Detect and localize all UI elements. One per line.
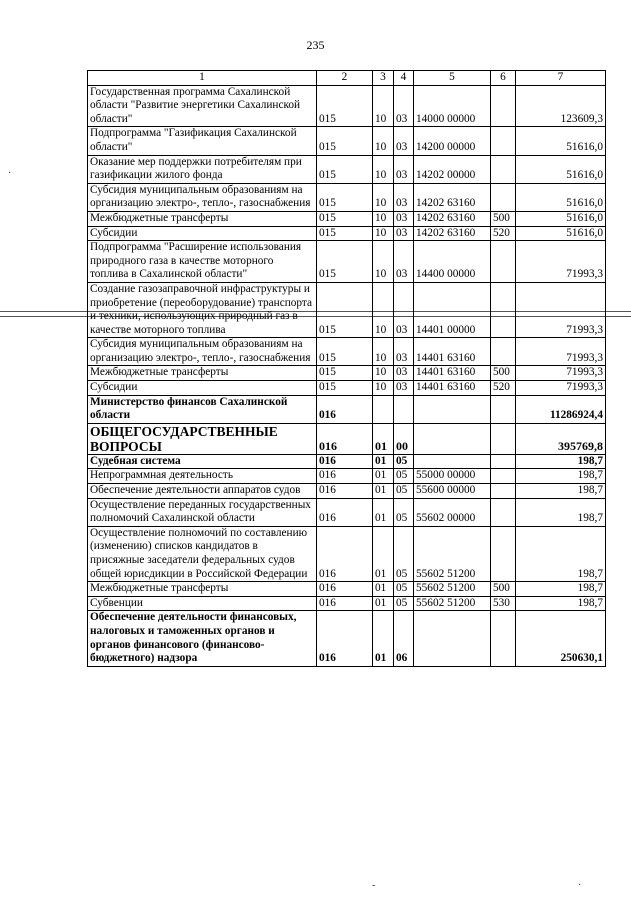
row-expense-type-cell: [491, 183, 516, 211]
row-section-cell: 10: [373, 211, 394, 226]
row-name-cell: ОБЩЕГОСУДАРСТВЕННЫЕ ВОПРОСЫ: [88, 423, 317, 454]
row-target-article-cell: 14401 63160: [414, 366, 491, 381]
row-name-cell: Обеспечение деятельности аппаратов судов: [88, 484, 317, 499]
row-target-article-cell: [414, 454, 491, 469]
row-name-cell: Министерство финансов Сахалинской области: [88, 395, 317, 423]
row-amount-cell: 198,7: [516, 582, 606, 597]
row-target-article-cell: 14400 00000: [414, 241, 491, 283]
row-subsection-cell: 03: [394, 241, 414, 283]
row-amount-cell: 198,7: [516, 526, 606, 581]
row-section-cell: 01: [373, 469, 394, 484]
table-row: [88, 611, 606, 666]
row-section-cell: 10: [373, 85, 394, 127]
scan-speck: -: [372, 880, 376, 891]
row-section-cell: 01: [373, 596, 394, 611]
row-amount-cell: 11286924,4: [516, 395, 606, 423]
row-expense-type-cell: [491, 85, 516, 127]
row-grbs-cell: 016: [317, 454, 373, 469]
table-row: [88, 454, 606, 469]
table-row: [88, 155, 606, 183]
row-section-cell: 10: [373, 226, 394, 241]
row-expense-type-cell: [491, 282, 516, 337]
row-target-article-cell: 14000 00000: [414, 85, 491, 127]
table-row: [88, 484, 606, 499]
row-expense-type-cell: [491, 484, 516, 499]
row-expense-type-cell: 520: [491, 381, 516, 396]
row-expense-type-cell: [491, 395, 516, 423]
row-grbs-cell: 015: [317, 241, 373, 283]
header-cell: 2: [317, 71, 373, 86]
row-section-cell: 10: [373, 366, 394, 381]
row-subsection-cell: 05: [394, 526, 414, 581]
row-name-cell: Судебная система: [88, 454, 317, 469]
row-target-article-cell: [414, 423, 491, 454]
scan-speck: ·: [8, 168, 12, 179]
row-section-cell: 10: [373, 155, 394, 183]
row-subsection-cell: 03: [394, 183, 414, 211]
row-name-cell: Осуществление переданных государственных полномочий Сахалинской области: [88, 498, 317, 526]
row-subsection-cell: 05: [394, 596, 414, 611]
page-number: 235: [306, 38, 325, 52]
row-name-cell: Государственная программа Сахалинской области "Развитие энергетики Сахалинской области": [88, 85, 317, 127]
row-amount-cell: 51616,0: [516, 127, 606, 155]
row-subsection-cell: 03: [394, 366, 414, 381]
row-target-article-cell: 55602 51200: [414, 582, 491, 597]
header-cell: 5: [414, 71, 491, 86]
row-expense-type-cell: 500: [491, 211, 516, 226]
row-subsection-cell: 00: [394, 423, 414, 454]
row-grbs-cell: 016: [317, 582, 373, 597]
row-amount-cell: 395769,8: [516, 423, 606, 454]
row-name-cell: Осуществление полномочий по составлению (изменению) списков кандидатов в присяжные заседатели федеральных судов общей юрисдикции в Российской Федерации: [88, 526, 317, 581]
table-row: [88, 469, 606, 484]
row-subsection-cell: 05: [394, 454, 414, 469]
row-target-article-cell: 14202 00000: [414, 155, 491, 183]
row-section-cell: 01: [373, 582, 394, 597]
row-target-article-cell: [414, 611, 491, 666]
row-subsection-cell: 05: [394, 484, 414, 499]
row-grbs-cell: 016: [317, 498, 373, 526]
row-subsection-cell: 06: [394, 611, 414, 666]
row-section-cell: [373, 395, 394, 423]
row-target-article-cell: 55602 51200: [414, 526, 491, 581]
row-section-cell: 01: [373, 423, 394, 454]
row-grbs-cell: 015: [317, 226, 373, 241]
row-expense-type-cell: 500: [491, 366, 516, 381]
header-cell: 6: [491, 71, 516, 86]
row-section-cell: 10: [373, 282, 394, 337]
table-row: [88, 498, 606, 526]
row-target-article-cell: 14401 63160: [414, 381, 491, 396]
row-subsection-cell: 03: [394, 155, 414, 183]
row-amount-cell: 71993,3: [516, 338, 606, 366]
row-section-cell: 01: [373, 498, 394, 526]
row-expense-type-cell: 530: [491, 596, 516, 611]
row-amount-cell: 71993,3: [516, 282, 606, 337]
row-expense-type-cell: 520: [491, 226, 516, 241]
row-subsection-cell: 03: [394, 226, 414, 241]
row-expense-type-cell: [491, 454, 516, 469]
header-cell: 7: [516, 71, 606, 86]
row-target-article-cell: 14202 63160: [414, 183, 491, 211]
row-target-article-cell: 55600 00000: [414, 484, 491, 499]
row-expense-type-cell: [491, 127, 516, 155]
row-target-article-cell: 14401 63160: [414, 338, 491, 366]
row-amount-cell: 198,7: [516, 484, 606, 499]
row-name-cell: Субсидии: [88, 381, 317, 396]
row-name-cell: Субсидия муниципальным образованиям на организацию электро-, тепло-, газоснабжения: [88, 338, 317, 366]
scan-speck: ·: [578, 880, 582, 891]
row-expense-type-cell: [491, 498, 516, 526]
row-amount-cell: 51616,0: [516, 226, 606, 241]
row-target-article-cell: 55602 51200: [414, 596, 491, 611]
row-amount-cell: 250630,1: [516, 611, 606, 666]
row-amount-cell: 71993,3: [516, 241, 606, 283]
row-expense-type-cell: [491, 241, 516, 283]
row-target-article-cell: 14202 63160: [414, 226, 491, 241]
row-amount-cell: 198,7: [516, 596, 606, 611]
row-grbs-cell: 016: [317, 484, 373, 499]
row-name-cell: Подпрограмма "Расширение использования природного газа в качестве моторного топлива в Сахалинской области": [88, 241, 317, 283]
row-grbs-cell: 016: [317, 611, 373, 666]
row-expense-type-cell: 500: [491, 582, 516, 597]
row-section-cell: 01: [373, 484, 394, 499]
row-target-article-cell: 14200 00000: [414, 127, 491, 155]
row-subsection-cell: 03: [394, 127, 414, 155]
table-row: [88, 596, 606, 611]
row-target-article-cell: 55000 00000: [414, 469, 491, 484]
row-grbs-cell: 016: [317, 526, 373, 581]
row-grbs-cell: 015: [317, 85, 373, 127]
row-subsection-cell: 05: [394, 469, 414, 484]
row-expense-type-cell: [491, 526, 516, 581]
header-cell: 4: [394, 71, 414, 86]
table-row: [88, 85, 606, 127]
row-grbs-cell: 016: [317, 469, 373, 484]
row-grbs-cell: 015: [317, 338, 373, 366]
row-section-cell: 01: [373, 454, 394, 469]
row-section-cell: 10: [373, 127, 394, 155]
row-subsection-cell: 03: [394, 282, 414, 337]
row-subsection-cell: 03: [394, 381, 414, 396]
row-name-cell: Межбюджетные трансферты: [88, 366, 317, 381]
budget-table: [87, 70, 606, 667]
row-subsection-cell: 03: [394, 211, 414, 226]
row-subsection-cell: 03: [394, 338, 414, 366]
row-amount-cell: 198,7: [516, 498, 606, 526]
row-target-article-cell: [414, 395, 491, 423]
row-grbs-cell: 016: [317, 423, 373, 454]
row-section-cell: 01: [373, 611, 394, 666]
row-name-cell: Оказание мер поддержки потребителям при газификации жилого фонда: [88, 155, 317, 183]
row-target-article-cell: 55602 00000: [414, 498, 491, 526]
row-grbs-cell: 015: [317, 183, 373, 211]
row-expense-type-cell: [491, 423, 516, 454]
header-row: [88, 71, 606, 86]
row-name-cell: Создание газозаправочной инфраструктуры и приобретение (переоборудование) транспорта и техники, использующих природный газ в качестве моторного топлива: [88, 282, 317, 337]
table-body: [88, 85, 606, 666]
row-subsection-cell: 05: [394, 498, 414, 526]
table-row: [88, 183, 606, 211]
row-name-cell: Субсидия муниципальным образованиям на организацию электро-, тепло-, газоснабжения: [88, 183, 317, 211]
row-subsection-cell: 03: [394, 85, 414, 127]
row-section-cell: 10: [373, 381, 394, 396]
table-row: [88, 211, 606, 226]
row-target-article-cell: 14202 63160: [414, 211, 491, 226]
row-grbs-cell: 016: [317, 395, 373, 423]
table-row: [88, 127, 606, 155]
row-section-cell: 10: [373, 338, 394, 366]
table-row: [88, 282, 606, 337]
row-expense-type-cell: [491, 338, 516, 366]
table-row: [88, 338, 606, 366]
row-grbs-cell: 015: [317, 366, 373, 381]
row-amount-cell: 123609,3: [516, 85, 606, 127]
row-amount-cell: 71993,3: [516, 366, 606, 381]
row-grbs-cell: 015: [317, 381, 373, 396]
table-row: [88, 395, 606, 423]
row-subsection-cell: 05: [394, 582, 414, 597]
row-amount-cell: 51616,0: [516, 183, 606, 211]
row-name-cell: Подпрограмма "Газификация Сахалинской области": [88, 127, 317, 155]
row-name-cell: Межбюджетные трансферты: [88, 211, 317, 226]
table-row: [88, 526, 606, 581]
row-amount-cell: 51616,0: [516, 155, 606, 183]
row-name-cell: Субвенции: [88, 596, 317, 611]
row-amount-cell: 198,7: [516, 454, 606, 469]
row-expense-type-cell: [491, 611, 516, 666]
header-cell: 1: [88, 71, 317, 86]
row-name-cell: Межбюджетные трансферты: [88, 582, 317, 597]
table-row: [88, 241, 606, 283]
table-row: [88, 226, 606, 241]
row-name-cell: Субсидии: [88, 226, 317, 241]
row-grbs-cell: 015: [317, 155, 373, 183]
table-row: [88, 366, 606, 381]
row-name-cell: Непрограммная деятельность: [88, 469, 317, 484]
row-grbs-cell: 015: [317, 282, 373, 337]
row-target-article-cell: 14401 00000: [414, 282, 491, 337]
row-amount-cell: 71993,3: [516, 381, 606, 396]
row-name-cell: Обеспечение деятельности финансовых, налоговых и таможенных органов и органов финансового (финансово-бюджетного) надзора: [88, 611, 317, 666]
row-amount-cell: 198,7: [516, 469, 606, 484]
row-grbs-cell: 015: [317, 211, 373, 226]
row-section-cell: 10: [373, 183, 394, 211]
row-expense-type-cell: [491, 469, 516, 484]
row-subsection-cell: [394, 395, 414, 423]
header-cell: 3: [373, 71, 394, 86]
table-row: [88, 582, 606, 597]
row-amount-cell: 51616,0: [516, 211, 606, 226]
table-row: [88, 423, 606, 454]
row-expense-type-cell: [491, 155, 516, 183]
row-grbs-cell: 016: [317, 596, 373, 611]
row-section-cell: 01: [373, 526, 394, 581]
row-grbs-cell: 015: [317, 127, 373, 155]
row-section-cell: 10: [373, 241, 394, 283]
table-row: [88, 381, 606, 396]
